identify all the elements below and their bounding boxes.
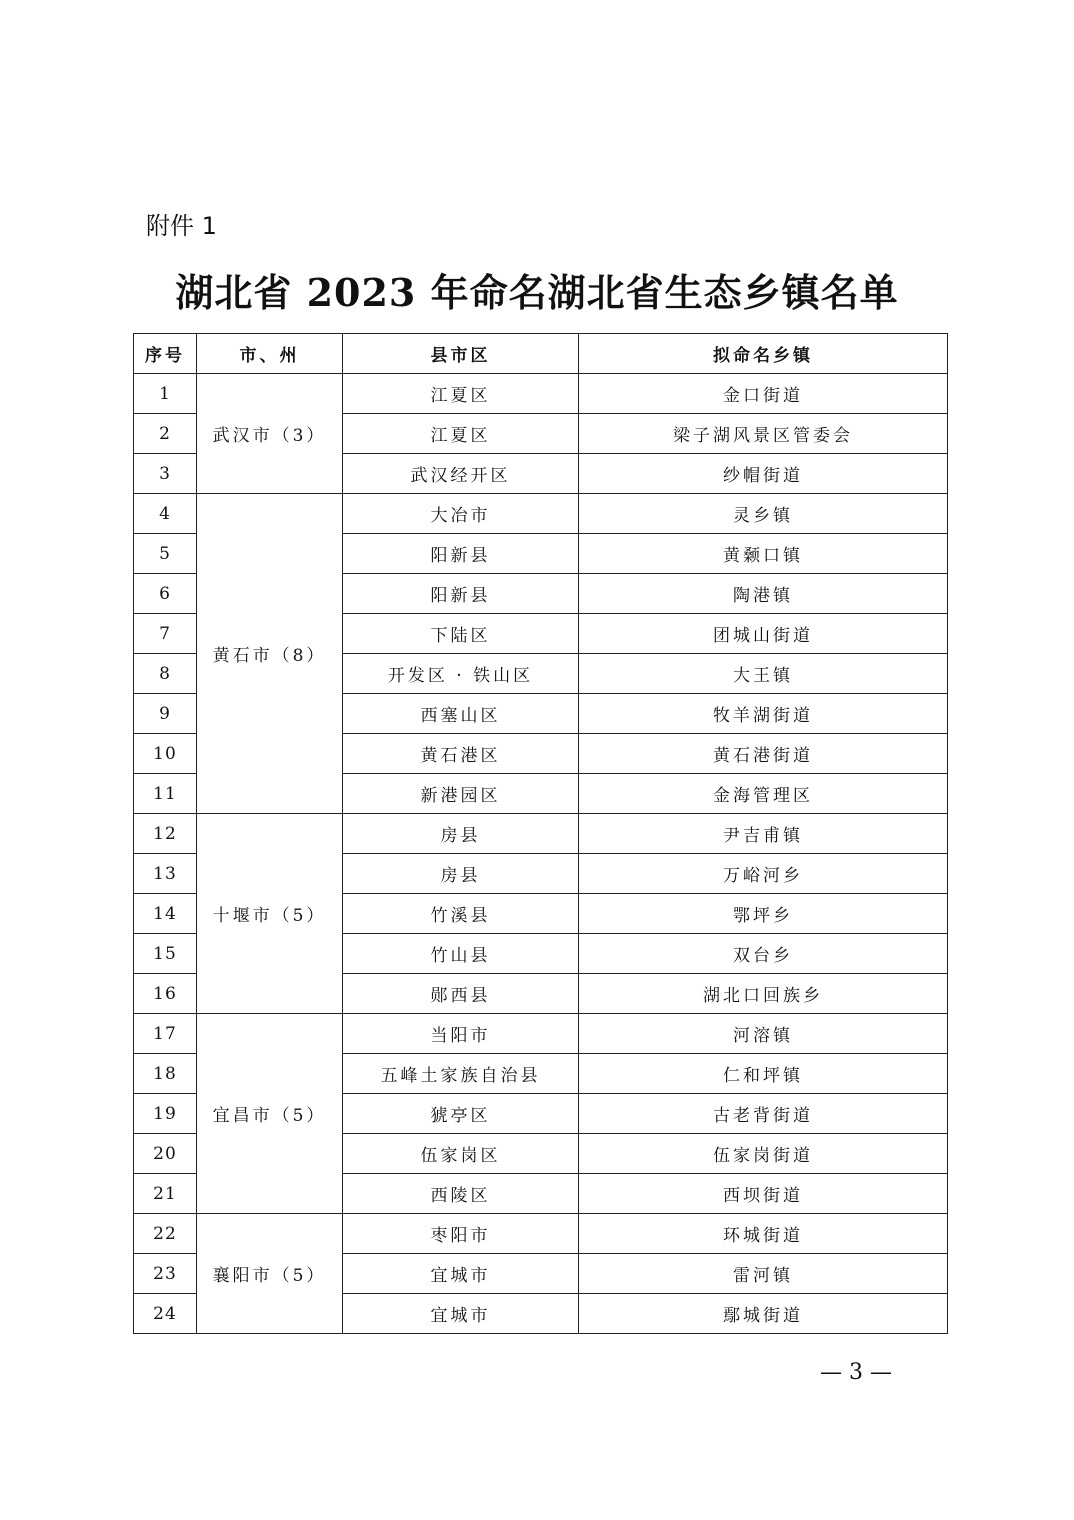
row-number: 15 [134,934,197,974]
county-cell: 下陆区 [343,614,579,654]
town-cell: 双台乡 [579,934,948,974]
header-city: 市、州 [197,334,343,374]
town-cell: 金海管理区 [579,774,948,814]
city-cell: 宜昌市（5） [197,1014,343,1214]
town-cell: 黄石港街道 [579,734,948,774]
county-cell: 江夏区 [343,374,579,414]
header-town: 拟命名乡镇 [579,334,948,374]
row-number: 4 [134,494,197,534]
row-number: 24 [134,1294,197,1334]
table-row [134,374,948,414]
row-number: 20 [134,1134,197,1174]
town-cell: 万峪河乡 [579,854,948,894]
county-cell: 猇亭区 [343,1094,579,1134]
town-cell: 尹吉甫镇 [579,814,948,854]
county-cell: 西陵区 [343,1174,579,1214]
row-number: 2 [134,414,197,454]
row-number: 11 [134,774,197,814]
county-cell: 大冶市 [343,494,579,534]
document-title: 湖北省 2023 年命名湖北省生态乡镇名单 [175,270,899,315]
town-cell: 古老背街道 [579,1094,948,1134]
county-cell: 郧西县 [343,974,579,1014]
row-number: 12 [134,814,197,854]
row-number: 19 [134,1094,197,1134]
county-cell: 黄石港区 [343,734,579,774]
town-list-table [133,333,948,1334]
county-cell: 枣阳市 [343,1214,579,1254]
page-number: — 3 — [820,1360,892,1385]
town-cell: 黄颡口镇 [579,534,948,574]
row-number: 1 [134,374,197,414]
row-number: 23 [134,1254,197,1294]
town-cell: 灵乡镇 [579,494,948,534]
city-cell: 武汉市（3） [197,374,343,494]
town-cell: 梁子湖风景区管委会 [579,414,948,454]
town-cell: 鄂坪乡 [579,894,948,934]
town-cell: 大王镇 [579,654,948,694]
row-number: 6 [134,574,197,614]
town-cell: 湖北口回族乡 [579,974,948,1014]
county-cell: 房县 [343,854,579,894]
county-cell: 伍家岗区 [343,1134,579,1174]
table-header-row [134,334,948,374]
row-number: 18 [134,1054,197,1094]
town-cell: 河溶镇 [579,1014,948,1054]
attachment-label: 附件 1 [146,212,217,240]
town-cell: 金口街道 [579,374,948,414]
county-cell: 阳新县 [343,574,579,614]
town-cell: 环城街道 [579,1214,948,1254]
county-cell: 房县 [343,814,579,854]
table-row [134,1214,948,1254]
row-number: 13 [134,854,197,894]
town-cell: 陶港镇 [579,574,948,614]
row-number: 14 [134,894,197,934]
county-cell: 江夏区 [343,414,579,454]
county-cell: 阳新县 [343,534,579,574]
row-number: 17 [134,1014,197,1054]
table-row [134,494,948,534]
county-cell: 新港园区 [343,774,579,814]
county-cell: 竹溪县 [343,894,579,934]
header-number: 序号 [134,334,197,374]
town-cell: 西坝街道 [579,1174,948,1214]
town-cell: 雷河镇 [579,1254,948,1294]
county-cell: 武汉经开区 [343,454,579,494]
row-number: 22 [134,1214,197,1254]
city-cell: 襄阳市（5） [197,1214,343,1334]
county-cell: 五峰土家族自治县 [343,1054,579,1094]
town-cell: 伍家岗街道 [579,1134,948,1174]
table-row [134,814,948,854]
county-cell: 宜城市 [343,1254,579,1294]
row-number: 21 [134,1174,197,1214]
row-number: 16 [134,974,197,1014]
row-number: 9 [134,694,197,734]
row-number: 7 [134,614,197,654]
table-row [134,1014,948,1054]
row-number: 3 [134,454,197,494]
row-number: 10 [134,734,197,774]
town-cell: 鄢城街道 [579,1294,948,1334]
row-number: 8 [134,654,197,694]
county-cell: 竹山县 [343,934,579,974]
town-cell: 团城山街道 [579,614,948,654]
header-county: 县市区 [343,334,579,374]
town-cell: 牧羊湖街道 [579,694,948,734]
town-cell: 仁和坪镇 [579,1054,948,1094]
town-cell: 纱帽街道 [579,454,948,494]
row-number: 5 [134,534,197,574]
city-cell: 黄石市（8） [197,494,343,814]
county-cell: 当阳市 [343,1014,579,1054]
county-cell: 西塞山区 [343,694,579,734]
county-cell: 宜城市 [343,1294,579,1334]
city-cell: 十堰市（5） [197,814,343,1014]
county-cell: 开发区 · 铁山区 [343,654,579,694]
